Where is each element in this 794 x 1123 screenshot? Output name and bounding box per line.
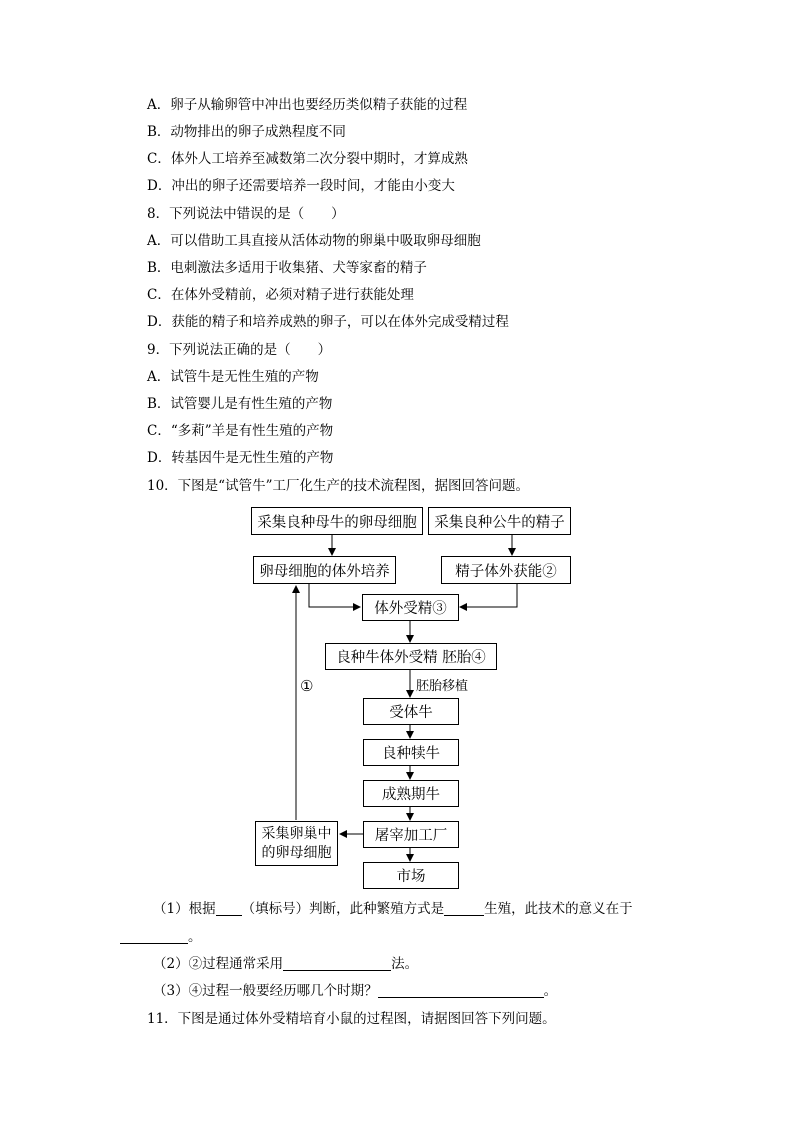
box-ovary-oocyte (255, 821, 338, 866)
box-collect-sperm: 采集良种公牛的精子 (428, 507, 571, 535)
q10-sub1 (153, 900, 633, 918)
q10-stem: 10．下图是“试管牛”工厂化生产的技术流程图，据图回答问题。 (147, 478, 529, 494)
box-recipient: 受体牛 (363, 698, 459, 725)
box-calf: 良种犊牛 (363, 739, 459, 766)
q8-option-b: B．电刺激法多适用于收集猪、犬等家畜的精子 (147, 260, 427, 276)
label-loop-1: ① (300, 677, 314, 695)
q7-option-b: B．动物排出的卵子成熟程度不同 (147, 124, 346, 140)
arrow-culture-to-fertilization (309, 583, 360, 607)
box-ovary-oocyte-line1: 采集卵巢中 (261, 825, 332, 842)
q7-option-a: A．卵子从输卵管中冲出也要经历类似精子获能的过程 (147, 97, 468, 113)
q10-sub2-part-a: （2）②过程通常采用 (153, 956, 284, 972)
q7-option-c: C．体外人工培养至减数第二次分裂中期时，才算成熟 (147, 151, 468, 167)
q7-option-d: D．冲出的卵子还需要培养一段时间，才能由小变大 (147, 178, 455, 194)
q10-sub1-blank-1[interactable] (216, 901, 242, 916)
q10-sub1-part-a: （1）根据 (153, 901, 216, 917)
q10-sub1-blank-2[interactable] (444, 901, 484, 916)
q11-stem: 11．下图是通过体外受精培育小鼠的过程图，请据图回答下列问题。 (147, 1011, 556, 1027)
q8-option-d: D．获能的精子和培养成熟的卵子，可以在体外完成受精过程 (147, 314, 509, 330)
q9-option-a: A．试管牛是无性生殖的产物 (147, 369, 319, 385)
box-slaughter: 屠宰加工厂 (363, 821, 459, 848)
q8-option-c: C．在体外受精前，必须对精子进行获能处理 (147, 287, 414, 303)
box-oocyte-culture: 卵母细胞的体外培养 (253, 556, 396, 584)
arrow-capacitation-to-fertilization (460, 583, 517, 607)
q9-option-b: B．试管婴儿是有性生殖的产物 (147, 396, 333, 412)
q8-option-a: A．可以借助工具直接从活体动物的卵巢中吸取卵母细胞 (147, 233, 481, 249)
q9-option-c: C．“多莉”羊是有性生殖的产物 (147, 423, 334, 439)
q10-sub1-blank-3[interactable] (120, 929, 188, 944)
q10-sub3 (153, 982, 557, 1000)
q10-sub1-part-b: （填标号）判断，此种繁殖方式是 (241, 901, 445, 917)
box-fertilization: 体外受精③ (362, 594, 459, 621)
q10-sub2-blank[interactable] (283, 956, 391, 971)
box-mature: 成熟期牛 (363, 780, 459, 807)
box-market: 市场 (363, 862, 459, 889)
q9-option-d: D．转基因牛是无性生殖的产物 (147, 450, 334, 466)
label-embryo-transfer: 胚胎移植 (416, 679, 469, 694)
q10-sub1-end: 。 (188, 929, 202, 945)
q10-sub3-part-b: 。 (543, 983, 558, 999)
box-sperm-capacitation: 精子体外获能② (441, 556, 571, 584)
q8-stem: 8．下列说法中错误的是（ ） (147, 206, 345, 222)
q10-sub1-part-c: 生殖，此技术的意义在于 (484, 901, 633, 917)
box-ovary-oocyte-line2: 的卵母细胞 (261, 844, 332, 861)
q10-sub2-part-b: 法。 (391, 956, 419, 972)
box-collect-oocyte: 采集良种母牛的卵母细胞 (251, 507, 423, 535)
q9-stem: 9．下列说法正确的是（ ） (147, 342, 332, 358)
q10-sub3-part-a: （3）④过程一般要经历哪几个时期？ (153, 983, 378, 999)
q10-sub1-cont (120, 928, 202, 946)
q10-sub3-blank[interactable] (378, 983, 544, 998)
q10-sub2 (153, 955, 418, 973)
box-embryo: 良种牛体外受精 胚胎④ (325, 643, 497, 670)
